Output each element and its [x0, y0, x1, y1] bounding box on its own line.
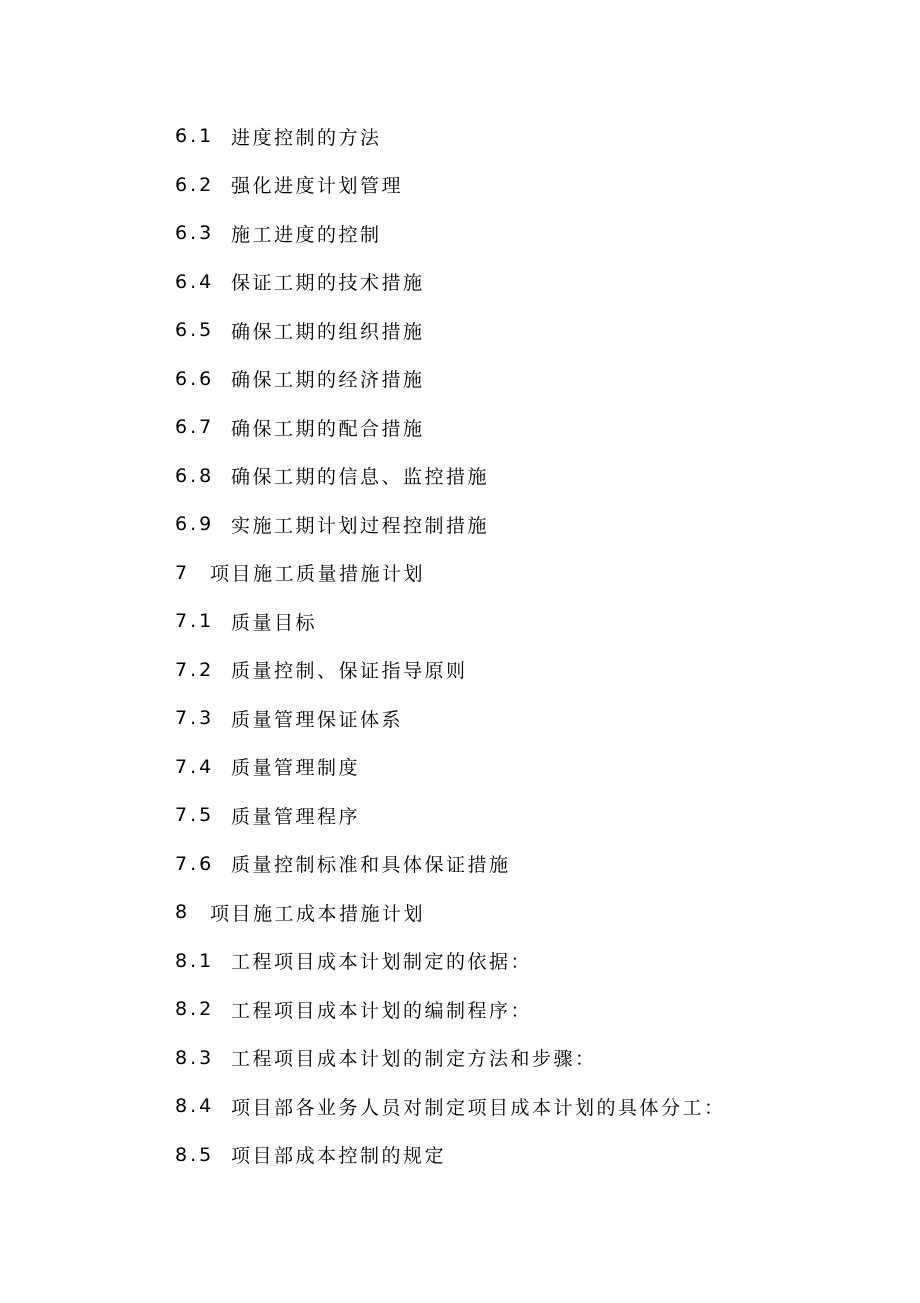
- toc-title: 确保工期的信息、监控措施: [231, 466, 490, 489]
- toc-entry-8-3: [175, 1034, 875, 1083]
- toc-entry-6-9: [175, 500, 875, 549]
- toc-title: 项目部成本控制的规定: [231, 1145, 447, 1168]
- toc-number: 6.7: [175, 416, 215, 439]
- toc-entry-8-5: [175, 1131, 875, 1180]
- toc-title: 确保工期的组织措施: [231, 320, 425, 343]
- toc-entry-6-4: [175, 258, 875, 307]
- toc-entry-6-2: [175, 161, 875, 210]
- toc-title: 保证工期的技术措施: [231, 272, 425, 295]
- toc-entry-6-6: [175, 355, 875, 404]
- toc-entry-6-8: [175, 452, 875, 501]
- toc-entry-7-2: [175, 646, 875, 695]
- toc-title: 质量管理程序: [231, 805, 361, 828]
- toc-title: 项目部各业务人员对制定项目成本计划的具体分工：: [231, 1096, 726, 1119]
- toc-entry-7: [175, 549, 875, 598]
- toc-title: 项目施工成本措施计划: [210, 902, 426, 925]
- toc-title: 确保工期的经济措施: [231, 369, 425, 392]
- toc-number: 8.1: [175, 949, 215, 972]
- toc-title: 强化进度计划管理: [231, 175, 404, 198]
- toc-title: 质量管理保证体系: [231, 708, 404, 731]
- toc-title: 确保工期的配合措施: [231, 417, 425, 440]
- toc-number: 6.1: [175, 125, 215, 148]
- toc-number: 7.4: [175, 755, 215, 778]
- toc-number: 6.5: [175, 319, 215, 342]
- toc-number: 7.3: [175, 707, 215, 730]
- toc-number: 7.6: [175, 852, 215, 875]
- toc-title: 质量目标: [231, 611, 318, 634]
- toc-entry-6-7: [175, 403, 875, 452]
- toc-number: 8.5: [175, 1143, 215, 1166]
- toc-title: 工程项目成本计划的编制程序：: [231, 999, 533, 1022]
- toc-number: 8.4: [175, 1095, 215, 1118]
- toc-number: 6.3: [175, 222, 215, 245]
- toc-entry-8-1: [175, 937, 875, 986]
- toc-entry-6-1: [175, 112, 875, 161]
- toc-number: 6.9: [175, 513, 215, 536]
- toc-title: 工程项目成本计划的制定方法和步骤：: [231, 1048, 597, 1071]
- toc-number: 6.8: [175, 464, 215, 487]
- toc-number: 7.5: [175, 804, 215, 827]
- toc-number: 6.2: [175, 173, 215, 196]
- toc-number: 7: [175, 561, 191, 584]
- toc-entry-8: [175, 888, 875, 937]
- toc-number: 7.1: [175, 610, 215, 633]
- toc-entry-6-5: [175, 306, 875, 355]
- toc-number: 6.6: [175, 367, 215, 390]
- toc-title: 质量控制标准和具体保证措施: [231, 854, 511, 877]
- toc-entry-7-3: [175, 694, 875, 743]
- toc-title: 实施工期计划过程控制措施: [231, 514, 490, 537]
- toc-entry-7-6: [175, 840, 875, 889]
- toc-number: 8.2: [175, 998, 215, 1021]
- toc-title: 项目施工质量措施计划: [210, 563, 426, 586]
- toc-title: 质量管理制度: [231, 757, 361, 780]
- toc-number: 6.4: [175, 270, 215, 293]
- toc-title: 进度控制的方法: [231, 126, 382, 149]
- toc-number: 7.2: [175, 658, 215, 681]
- toc-title: 施工进度的控制: [231, 223, 382, 246]
- toc-entry-7-5: [175, 791, 875, 840]
- toc-title: 质量控制、保证指导原则: [231, 660, 468, 683]
- table-of-contents: [175, 112, 875, 1179]
- toc-title: 工程项目成本计划制定的依据：: [231, 951, 533, 974]
- toc-entry-6-3: [175, 209, 875, 258]
- toc-number: 8: [175, 901, 191, 924]
- toc-entry-7-4: [175, 743, 875, 792]
- toc-number: 8.3: [175, 1046, 215, 1069]
- toc-entry-8-2: [175, 985, 875, 1034]
- toc-entry-8-4: [175, 1082, 875, 1131]
- toc-entry-7-1: [175, 597, 875, 646]
